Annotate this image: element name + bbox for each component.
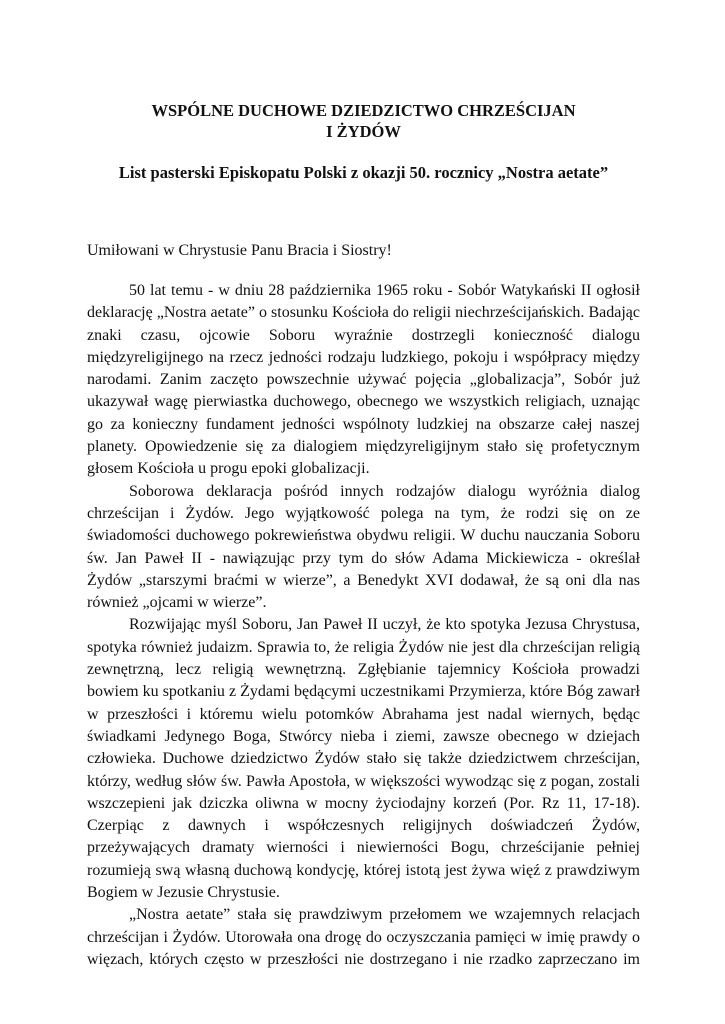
letter-body: [87, 280, 640, 971]
document-title: [87, 100, 640, 142]
title-line-1: WSPÓLNE DUCHOWE DZIEDZICTWO CHRZEŚCIJAN: [151, 101, 576, 120]
document-subtitle: List pasterski Episkopatu Polski z okazji 50. rocznicy „Nostra aetate”: [118, 163, 609, 182]
document-page: [87, 100, 640, 971]
title-line-2: I ŻYDÓW: [326, 122, 401, 141]
paragraph-1: 50 lat temu - w dniu 28 października 1965 roku - Sobór Watykański II ogłosił deklarację „Nostra aetate” o stosunku Kościoła do religii niechrześcijańskich. Badając znaki czasu, ojcowie Soboru wyraźnie dostrzegli konieczność dialogu międzyreligijnego na rzecz jedności rodzaju ludzkiego, pokoju i współpracy między narodami. Zanim zaczęto powszechnie używać pojęcia „globalizacja”, Sobór już ukazywał wagę pierwiastka duchowego, obecnego we wszystkich religiach, uznając go za konieczny fundament jedności wspólnoty ludzkiej na obszarze całej naszej planety. Opowiedzenie się za dialogiem międzyreligijnym stało się profetycznym głosem Kościoła u progu epoki globalizacji.: [87, 282, 640, 478]
paragraph-2: Soborowa deklaracja pośród innych rodzajów dialogu wyróżnia dialog chrześcijan i Żydów. Jego wyjątkowość polega na tym, że rodzi się on ze świadomości duchowego pokrewieństwa obydwu religii. W duchu nauczania Soboru św. Jan Paweł II - nawiązując przy tym do słów Adama Mickiewicza - określał Żydów „starszymi braćmi w wierze”, a Benedykt XVI dodawał, że są oni dla nas również „ojcami w wierze”.: [87, 482, 640, 612]
paragraph-4: „Nostra aetate” stała się prawdziwym przełomem we wzajemnych relacjach chrześcijan i Żydów. Utorowała ona drogę do oczyszczania pamięci w imię prawdy o więzach, których często w przeszłości nie dostrzegano i nie rzadko zaprzeczano im: [87, 906, 640, 968]
paragraph-3: Rozwijając myśl Soboru, Jan Paweł II uczył, że kto spotyka Jezusa Chrystusa, spotyka również judaizm. Sprawia to, że religia Żydów nie jest dla chrześcijan religią zewnętrzną, lecz religią wewnętrzną. Zgłębianie tajemnicy Kościoła prowadzi bowiem ku spotkaniu z Żydami będącymi uczestnikami Przymierza, które Bóg zawarł w przeszłości i któremu wielu potomków Abrahama jest nadal wiernych, będąc świadkami Jedynego Boga, Stwórcy nieba i ziemi, zawsze obecnego w dziejach człowieka. Duchowe dziedzictwo Żydów stało się także dziedzictwem chrześcijan, którzy, według słów św. Pawła Apostoła, w większości wywodząc się z pogan, zostali wszczepieni jak dziczka oliwna w mocny życiodajny korzeń (Por. Rz 11, 17-18). Czerpiąc z dawnych i współczesnych religijnych doświadczeń Żydów, przeżywających dramaty wierności i niewierności Bogu, chrześcijanie pełniej rozumieją swą własną duchową kondycję, której istotą jest żywa więź z prawdziwym Bogiem w Jezusie Chrystusie.: [87, 616, 640, 902]
salutation: Umiłowani w Chrystusie Panu Bracia i Siostry!: [87, 242, 392, 259]
